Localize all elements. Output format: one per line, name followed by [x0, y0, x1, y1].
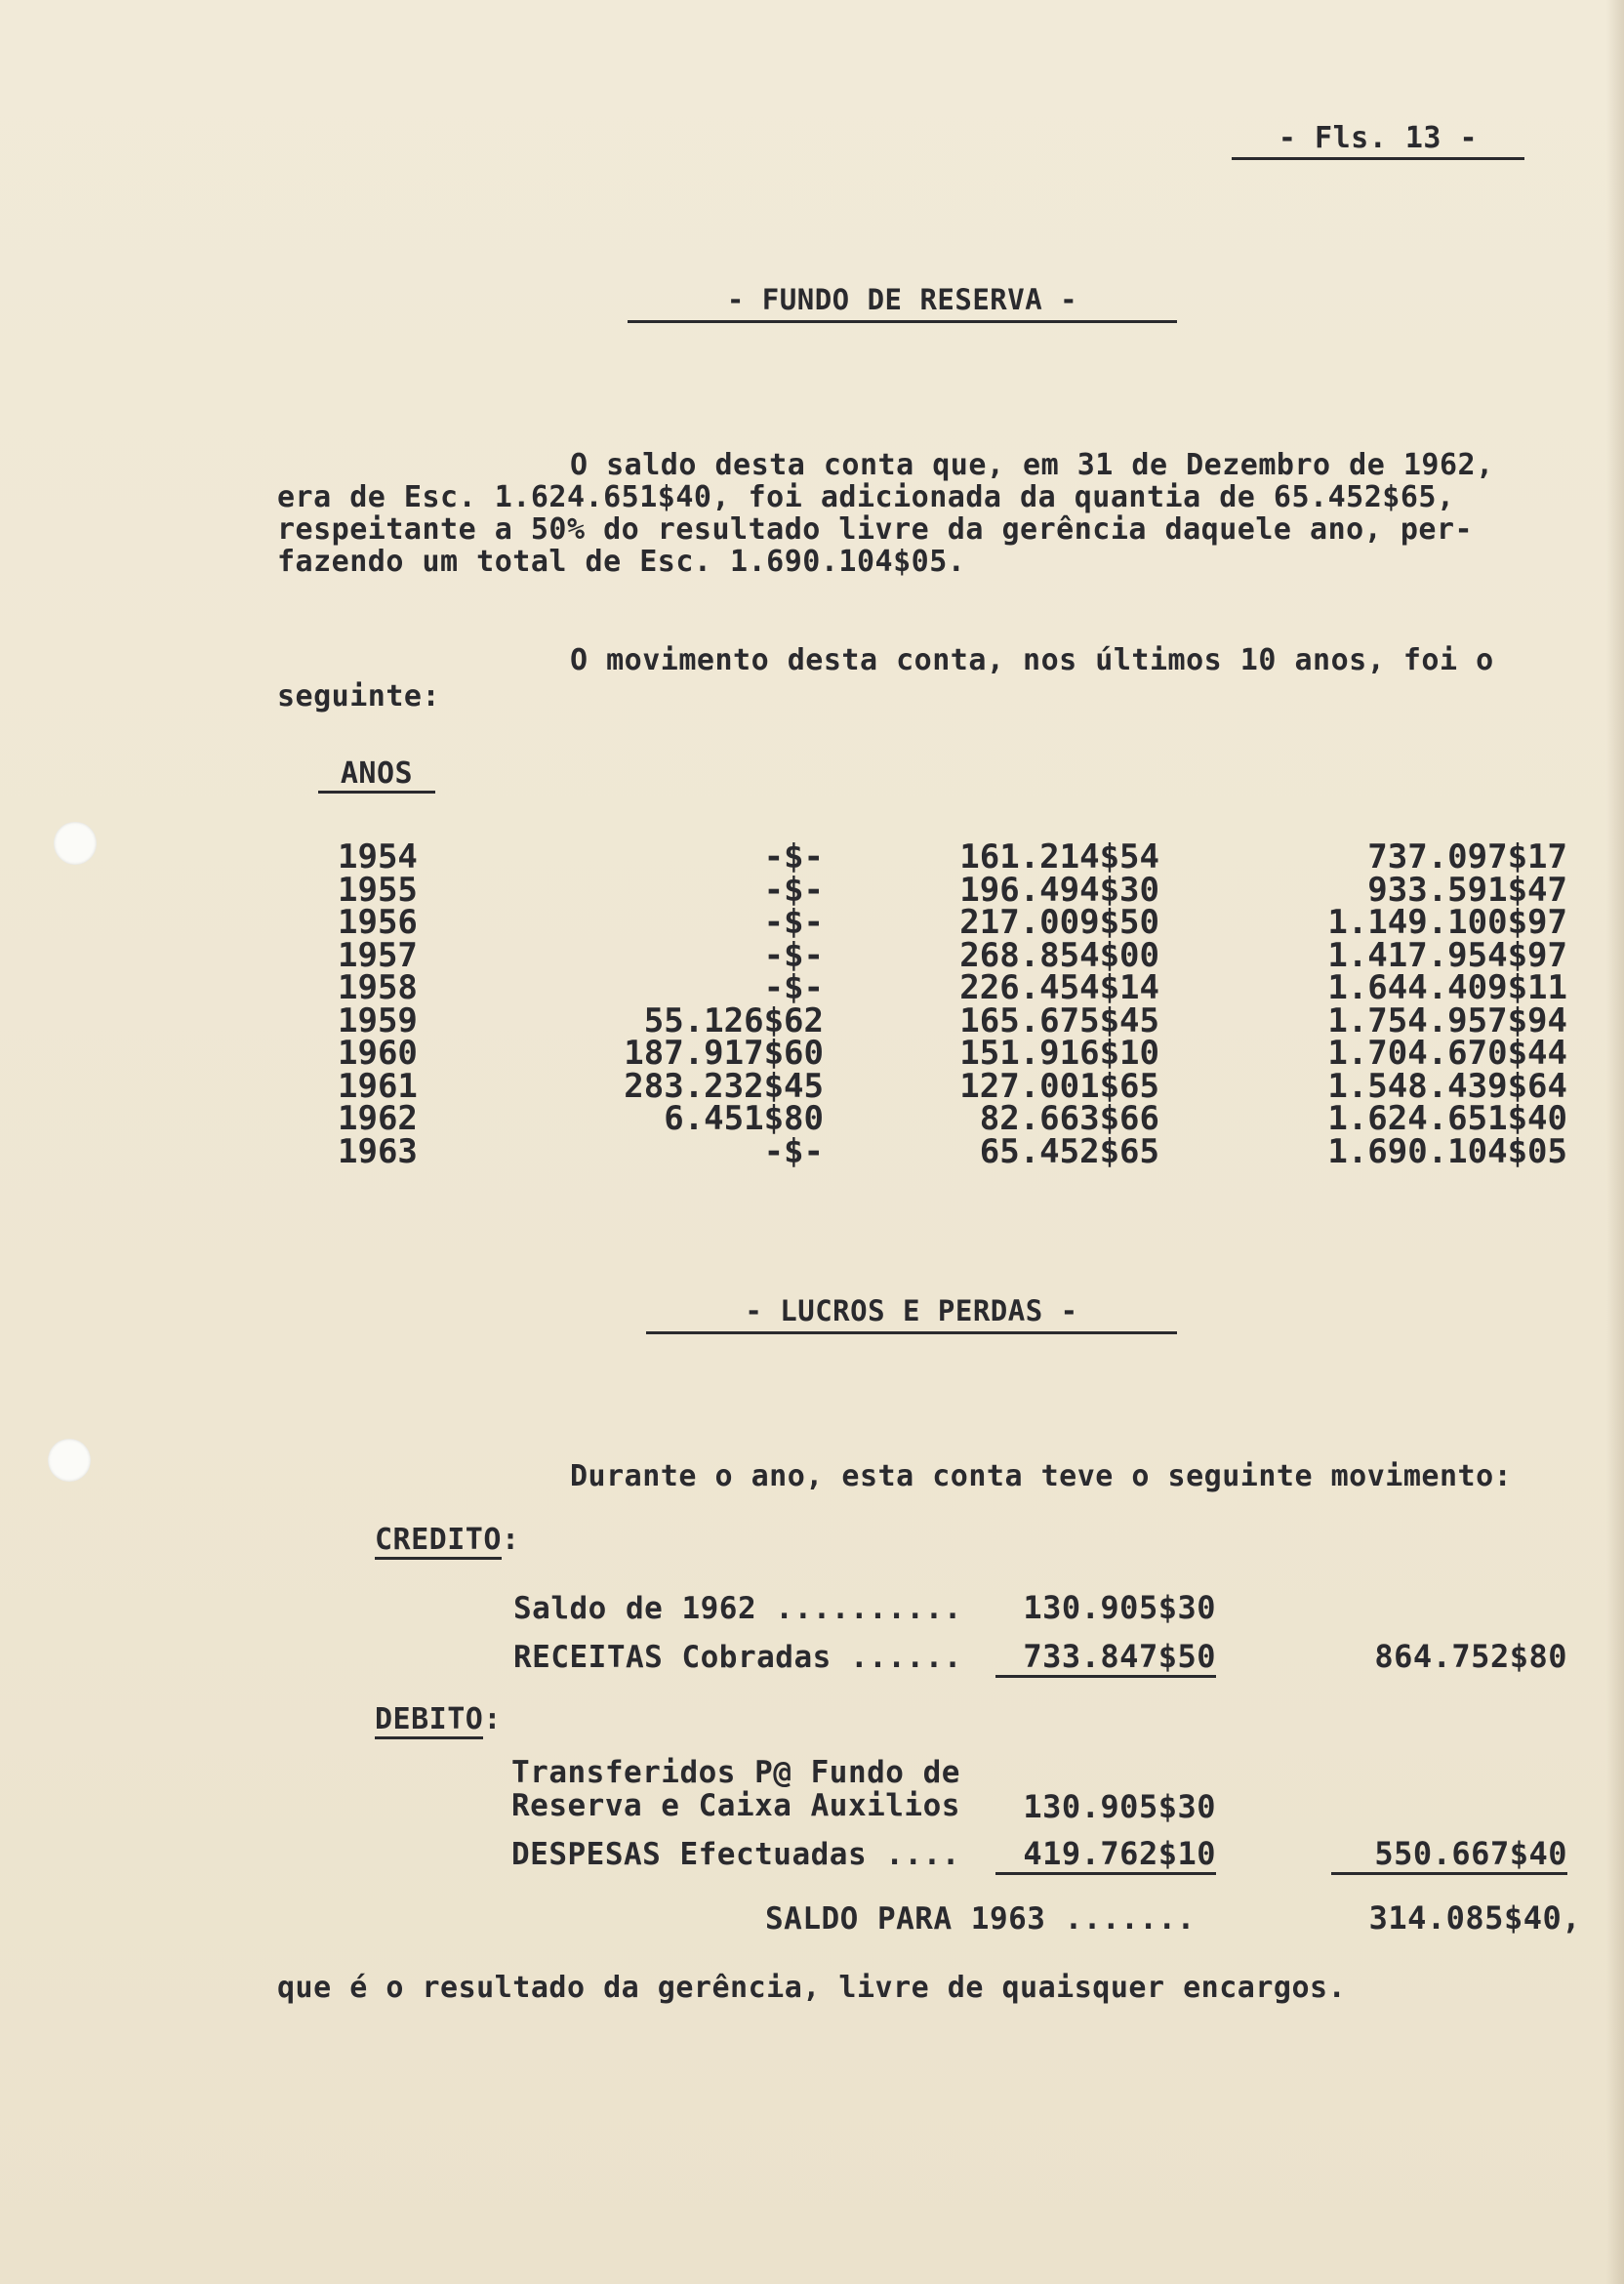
debito-label: DEBITO [375, 1702, 483, 1739]
paragraph2-line1: O movimento desta conta, nos últimos 10 anos, foi o [570, 643, 1494, 677]
punch-hole-bottom [48, 1439, 91, 1482]
closing-line: que é o resultado da gerência, livre de quaisquer encargos. [277, 1971, 1347, 2005]
table-cell-col3: 1.417.954$97 [1327, 935, 1567, 975]
credito-line1-amount: 130.905$30 [1023, 1589, 1216, 1626]
table-cell-col1: 6.451$80 [664, 1099, 824, 1138]
debito-total: 550.667$40 [1331, 1835, 1567, 1875]
table-cell-col3: 1.624.651$40 [1327, 1099, 1567, 1138]
table-cell-year: 1959 [338, 1000, 418, 1040]
debito-line2-label: DESPESAS Efectuadas .... [511, 1837, 960, 1872]
punch-hole-top [54, 822, 97, 865]
page-number: - Fls. 13 - [1232, 121, 1524, 160]
credito-line1-label: Saldo de 1962 .......... [513, 1591, 962, 1626]
table-cell-col1: 283.232$45 [624, 1066, 824, 1106]
credito-line2-label: RECEITAS Cobradas ...... [513, 1640, 962, 1675]
table-cell-col3: 1.548.439$64 [1327, 1066, 1567, 1106]
table-cell-col3: 1.704.670$44 [1327, 1034, 1567, 1073]
table-cell-col3: 737.097$17 [1367, 837, 1567, 877]
credito-heading: CREDITO: [375, 1523, 520, 1557]
table-cell-year: 1957 [338, 935, 418, 975]
years-header: ANOS [318, 756, 435, 794]
column-2 [878, 837, 1159, 1171]
table-cell-col1: -$- [763, 968, 824, 1007]
table-cell-col2: 82.663$66 [979, 1099, 1159, 1138]
debito-line1-label-b: Reserva e Caixa Auxilios [511, 1788, 960, 1823]
table-cell-col1: -$- [763, 837, 824, 877]
paragraph1-line1: O saldo desta conta que, em 31 de Dezembro de 1962, [570, 448, 1494, 482]
table-cell-col3: 1.644.409$11 [1327, 968, 1567, 1007]
debito-line2-amount: 419.762$10 [995, 1835, 1216, 1875]
table-cell-col1: -$- [763, 1131, 824, 1171]
table-cell-year: 1960 [338, 1034, 418, 1073]
debito-line1-label-a: Transferidos P@ Fundo de [511, 1755, 960, 1790]
credito-total: 864.752$80 [1374, 1638, 1567, 1675]
table-cell-col2: 127.001$65 [959, 1066, 1159, 1106]
table-cell-col2: 196.494$30 [959, 870, 1159, 910]
table-cell-col3: 933.591$47 [1367, 870, 1567, 910]
paragraph1-line4: fazendo um total de Esc. 1.690.104$05. [277, 545, 966, 579]
column-1 [547, 837, 824, 1171]
page-edge-shadow [1606, 0, 1624, 2284]
table-cell-year: 1961 [338, 1066, 418, 1106]
table-cell-col1: -$- [763, 870, 824, 910]
table-cell-col2: 161.214$54 [959, 837, 1159, 877]
table-cell-col2: 151.916$10 [959, 1034, 1159, 1073]
table-cell-year: 1962 [338, 1099, 418, 1138]
section-title-lucros-perdas: - LUCROS E PERDAS - [646, 1294, 1177, 1334]
table-cell-col1: 55.126$62 [643, 1000, 824, 1040]
table-cell-col1: -$- [763, 935, 824, 975]
table-cell-col2: 268.854$00 [959, 935, 1159, 975]
table-cell-year: 1963 [338, 1131, 418, 1171]
table-cell-year: 1956 [338, 903, 418, 942]
table-cell-year: 1958 [338, 968, 418, 1007]
table-cell-col2: 226.454$14 [959, 968, 1159, 1007]
paragraph1-line2: era de Esc. 1.624.651$40, foi adicionada da quantia de 65.452$65, [277, 480, 1455, 514]
credito-label: CREDITO [375, 1523, 502, 1560]
table-cell-col3: 1.149.100$97 [1327, 903, 1567, 942]
table-cell-year: 1954 [338, 837, 418, 877]
lucros-intro: Durante o ano, esta conta teve o seguinte movimento: [570, 1459, 1513, 1493]
saldo-label: SALDO PARA 1963 ....... [765, 1901, 1196, 1937]
table-cell-col2: 65.452$65 [979, 1131, 1159, 1171]
table-cell-col1: -$- [763, 903, 824, 942]
column-3 [1259, 837, 1567, 1171]
table-cell-col1: 187.917$60 [624, 1034, 824, 1073]
paragraph2-line2: seguinte: [277, 679, 441, 714]
saldo-amount: 314.085$40, [1368, 1899, 1581, 1937]
debito-line1-amount: 130.905$30 [1023, 1788, 1216, 1825]
credito-line2-amount: 733.847$50 [995, 1638, 1216, 1678]
table-cell-col2: 165.675$45 [959, 1000, 1159, 1040]
debito-heading: DEBITO: [375, 1702, 502, 1736]
section-title-fundo-reserva: - FUNDO DE RESERVA - [628, 283, 1177, 323]
table-cell-col3: 1.754.957$94 [1327, 1000, 1567, 1040]
years-column [338, 837, 418, 1171]
paragraph1-line3: respeitante a 50% do resultado livre da gerência daquele ano, per- [277, 512, 1474, 547]
table-cell-year: 1955 [338, 870, 418, 910]
table-cell-col3: 1.690.104$05 [1327, 1131, 1567, 1171]
table-cell-col2: 217.009$50 [959, 903, 1159, 942]
